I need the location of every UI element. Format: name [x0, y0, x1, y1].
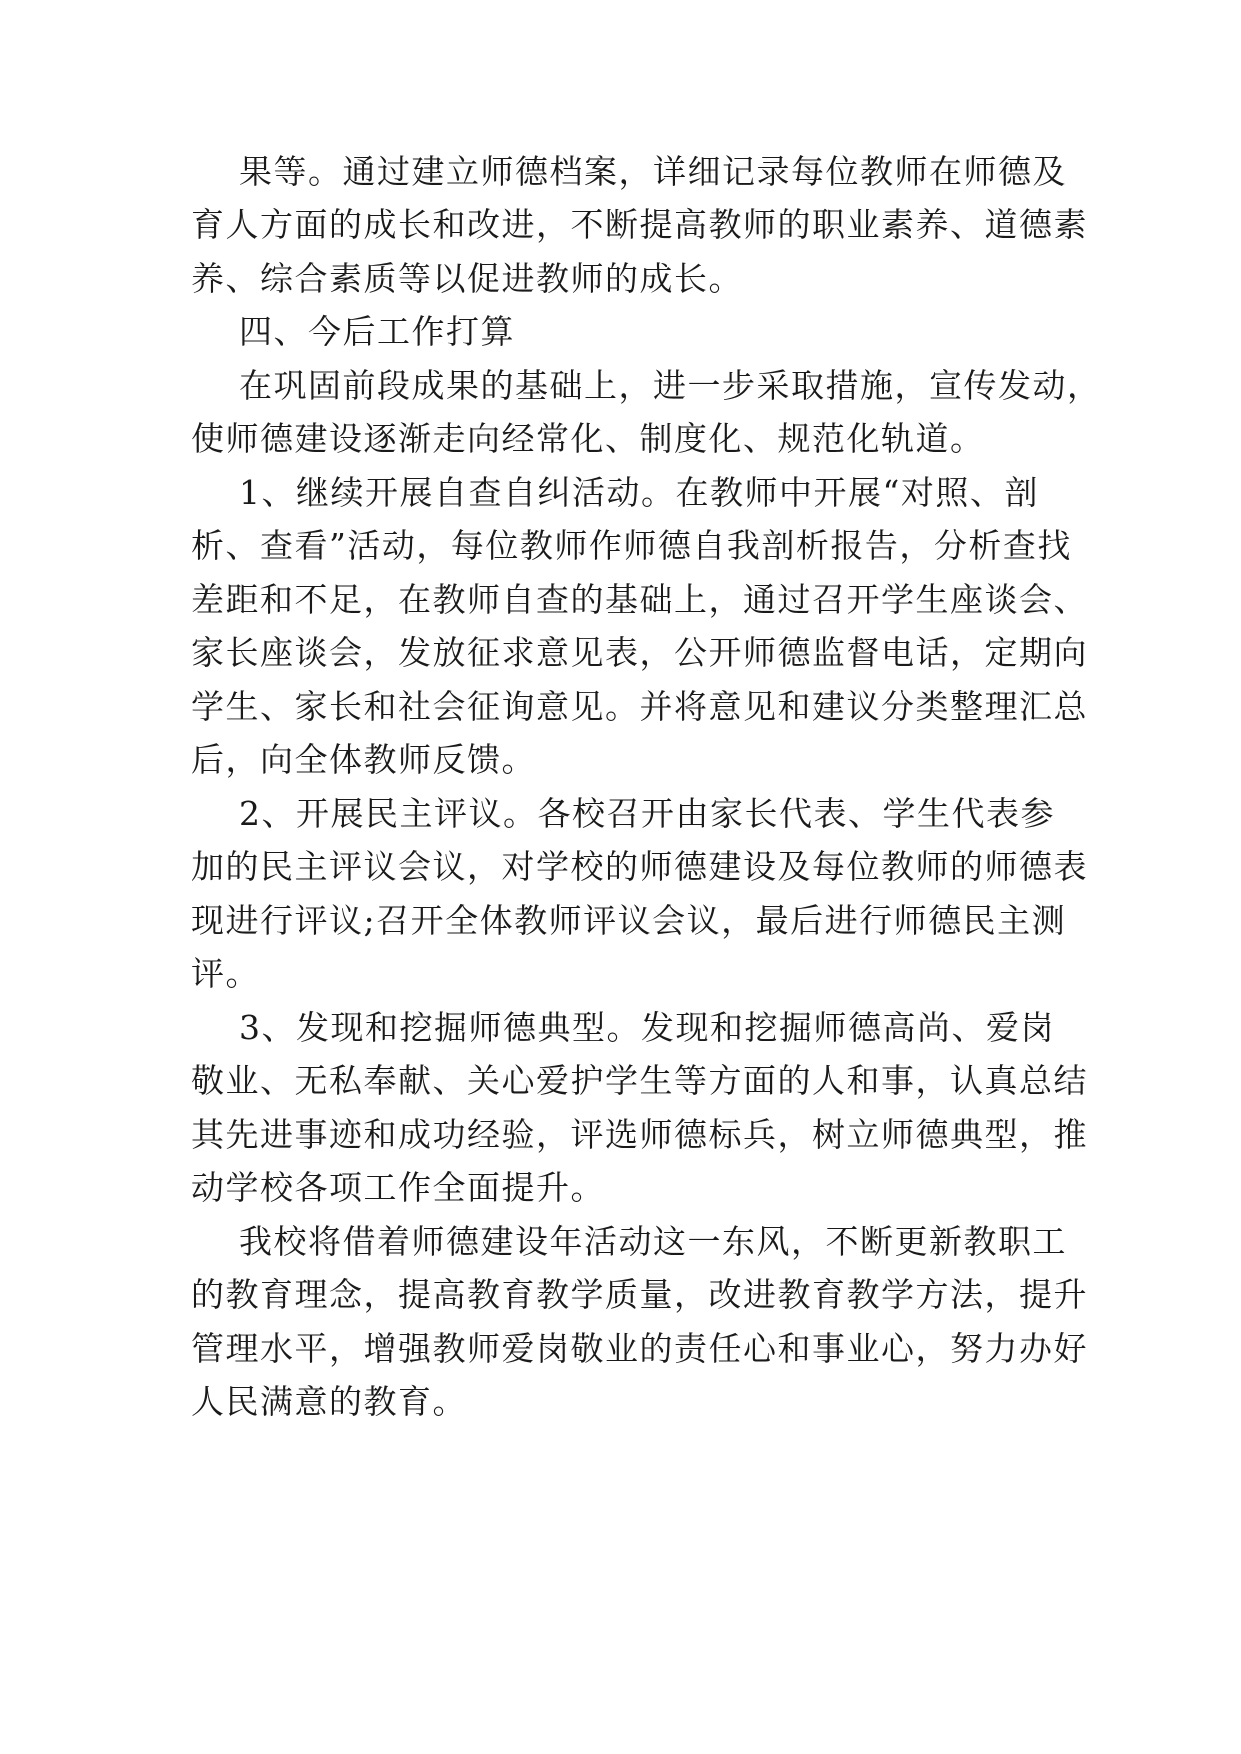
text-line: 人民满意的教育。 — [191, 1382, 467, 1421]
text-line: 1、继续开展自查自纠活动。在教师中开展“对照、剖 — [191, 473, 1039, 512]
text-line: 析、查看”活动，每位教师作师德自我剖析报告，分析查找 — [191, 526, 1072, 565]
text-line: 在巩固前段成果的基础上，进一步采取措施，宣传发动， — [191, 366, 1102, 405]
text-line: 的教育理念，提高教育教学质量，改进教育教学方法，提升 — [191, 1275, 1088, 1314]
text-line: 3、发现和挖掘师德典型。发现和挖掘师德高尚、爱岗 — [191, 1008, 1055, 1047]
text-line: 加的民主评议会议，对学校的师德建设及每位教师的师德表 — [191, 847, 1088, 886]
text-line: 管理水平，增强教师爱岗敬业的责任心和事业心，努力办好 — [191, 1329, 1088, 1368]
text-line: 使师德建设逐渐走向经常化、制度化、规范化轨道。 — [191, 419, 985, 458]
text-line: 现进行评议;召开全体教师评议会议，最后进行师德民主测 — [191, 901, 1067, 940]
text-line: 家长座谈会，发放征求意见表，公开师德监督电话，定期向 — [191, 633, 1088, 672]
text-line: 敬业、无私奉献、关心爱护学生等方面的人和事，认真总结 — [191, 1061, 1088, 1100]
text-line: 其先进事迹和成功经验，评选师德标兵，树立师德典型，推 — [191, 1115, 1088, 1154]
text-line: 差距和不足，在教师自查的基础上，通过召开学生座谈会、 — [191, 580, 1088, 619]
text-line: 养、综合素质等以促进教师的成长。 — [191, 259, 743, 298]
text-line: 育人方面的成长和改进，不断提高教师的职业素养、道德素 — [191, 205, 1088, 244]
text-line: 我校将借着师德建设年活动这一东风，不断更新教职工 — [191, 1222, 1067, 1261]
text-line: 2、开展民主评议。各校召开由家长代表、学生代表参 — [191, 794, 1055, 833]
text-line: 动学校各项工作全面提升。 — [191, 1168, 605, 1207]
text-line: 评。 — [191, 954, 260, 993]
text-line: 学生、家长和社会征询意见。并将意见和建议分类整理汇总 — [191, 687, 1088, 726]
text-line: 后，向全体教师反馈。 — [191, 740, 536, 779]
section-heading: 四、今后工作打算 — [191, 312, 515, 351]
text-line: 果等。通过建立师德档案，详细记录每位教师在师德及 — [191, 152, 1067, 191]
